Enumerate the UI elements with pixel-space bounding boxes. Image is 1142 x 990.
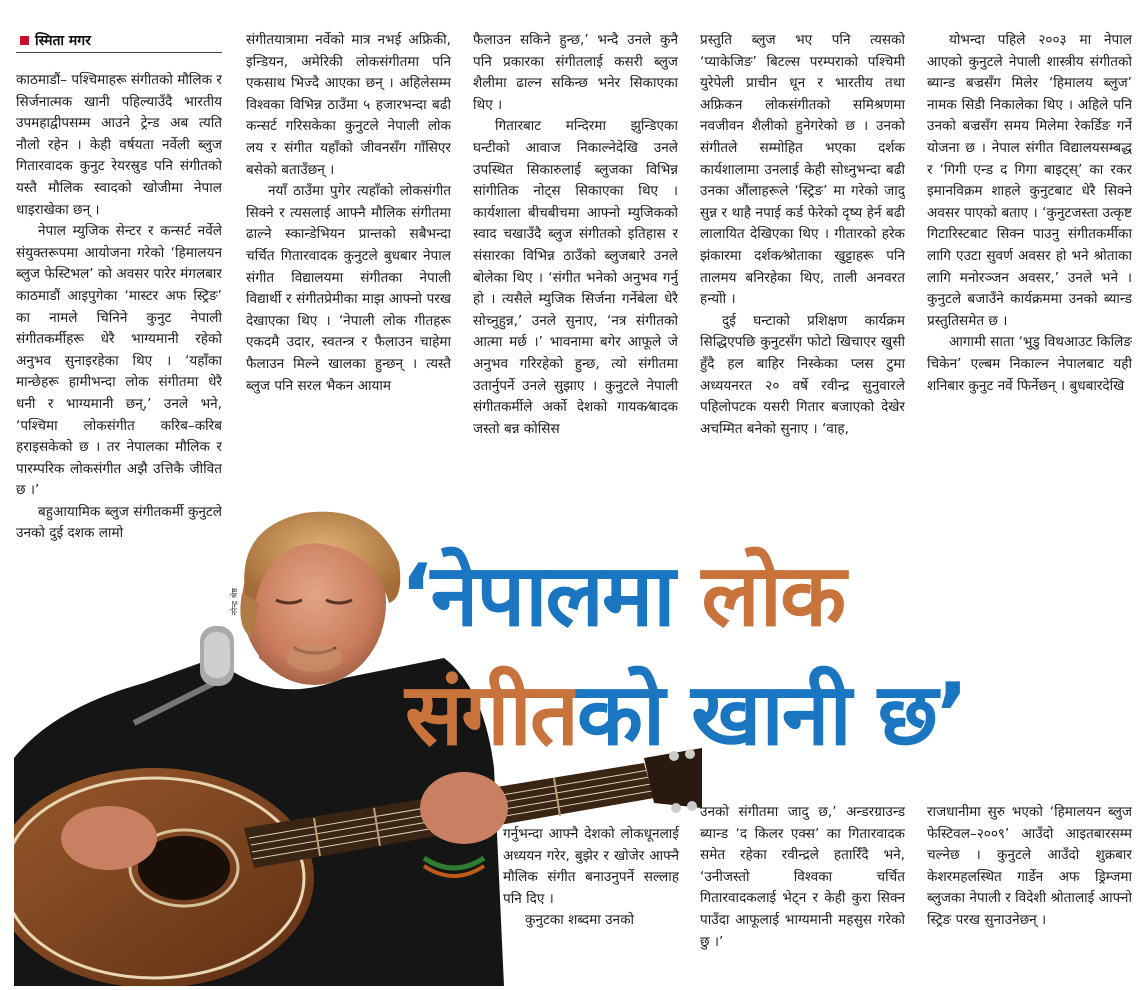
headline-close-quote: ’: [935, 665, 967, 765]
paragraph: काठमाडौं– पश्चिमाहरू संगीतको मौलिक र सिर्जनात्मक खानी पहिल्याउँदै भारतीय उपमहाद्वीपसम्म आउने ट्रेन्ड अब त्यति नौलो रहेन । केही वर्षयता नर्वेली ब्लुज गितारवादक कुनुट रेयरस्रुड पनि संगीतको यस्तै मौलिक स्वादको खोजीमा नेपाल धाइराखेका छन् ।: [16, 72, 222, 218]
byline: [16, 30, 222, 53]
paragraph: गर्नुभन्दा आफ्नै देशको लोकधूनलाई अध्ययन गरेर, बुझेर र खोजेर आफ्नै मौलिक संगीत बनाउनुपर्ने सल्लाह पनि दिए ।: [503, 826, 679, 907]
article-column-8: [927, 802, 1132, 982]
paragraph: नेपाल म्युजिक सेन्टर र कन्सर्ट नर्वेले संयुक्तरूपमा आयोजना गरेको ‘हिमालयन ब्लुज फेस्टिभल’ को अवसर पारेर मंगलबार काठमाडौं आइपुगेका ‘मास्टर अफ स्ट्रिङ’ का नामले चिनिने कुनुट नेपाली संगीतकर्मीहरू धेरै भाग्यमानी रहेको अनुभव सुनाइरहेका थिए । ‘यहाँका मान्छेहरू हामीभन्दा लोक संगीतमा धेरै धनी र भाग्यमानी छन्,’ उनले भने, ‘पश्चिमा लोकसंगीत करिब–करिब हराइसकेको छ । तर नेपालका मौलिक र पारम्परिक लोकसंगीत अझै उत्तिकै जीवित छ ।’: [16, 223, 222, 499]
paragraph: उनको संगीतमा जादु छ,’ अन्डरग्राउन्ड ब्यान्ड ‘द किलर एक्स’ का गितारवादक समेत रहेका रवीन्द्रले हतारिँदै भने, ‘उनीजस्तो विश्वका चर्चित गितारवादकलाई भेट्न र केही कुरा सिक्न पाउँदा आफूलाई भाग्यमानी महसुस गरेको छु ।’: [700, 804, 905, 950]
paragraph: संगीतयात्रामा नर्वेको मात्र नभई अफ्रिकी, इन्डियन, अमेरिकी लोकसंगीतमा पनि एकसाथ भिज्दै आएका छन् । अहिलेसम्म विश्वका विभिन्न ठाउँमा ५ हजारभन्दा बढी कन्सर्ट गरिसकेका कुनुटले नेपाली लोक लय र संगीत यहाँको जीवनसँग गाँसिएर बसेको बताउँछन् ।: [246, 32, 451, 178]
article-column-6: [503, 824, 679, 984]
headline-word-blue: नेपालमा: [430, 546, 674, 646]
byline-marker-icon: [20, 36, 29, 45]
article-column-4: [700, 30, 905, 530]
paragraph: आगामी साता ‘भुडु विथआउट किलिङ चिकेन’ एल्बम निकाल्न नेपालबाट यही शनिबार कुनुट नर्वे फिर्नेछन् । बुधबारदेखि: [927, 334, 1132, 394]
headline-open-quote: ‘: [400, 546, 431, 646]
paragraph: दुई घन्टाको प्रशिक्षण कार्यक्रम सिद्धिएपछि कुनुटसँग फोटो खिचाएर खुसी हुँदै हल बाहिर निस्केका प्लस टुमा अध्ययनरत २० वर्षे रवीन्द्र सुनुवारले पहिलोपटक यसरी गितार बजाएको देखेर अचम्मित बनेको सुनाए । ‘वाह,: [700, 312, 905, 437]
article-column-3: [473, 30, 678, 530]
headline-line-1: [400, 548, 844, 644]
article-column-7: [700, 802, 905, 982]
article-column-5: [927, 30, 1132, 530]
paragraph: राजधानीमा सुरु भएको ‘हिमालयन ब्लुज फेस्टिवल–२००९’ आउँदो आइतबारसम्म चल्नेछ । कुनुटले आउँदो शुक्रबार केशरमहलस्थित गार्डेन अफ ड्रिम्जमा ब्लुजका नेपाली र विदेशी श्रोतालाई आफ्नो स्ट्रिङ परख सुनाउनेछन् ।: [927, 804, 1132, 928]
paragraph: कुनुटका शब्दमा उनको: [525, 912, 635, 929]
byline-author: स्मिता मगर: [35, 33, 91, 49]
paragraph: फैलाउन सकिने हुन्छ,’ भन्दै उनले कुनै पनि प्रकारका संगीतलाई कसरी ब्लुज शैलीमा ढाल्न सकिन्छ भनेर सिकाएका थिए ।: [473, 32, 678, 113]
headline-word-orange-2: संगीत: [405, 665, 577, 765]
headline-word-blue-2: को खानी छ: [576, 665, 936, 765]
paragraph: बहुआयामिक ब्लुज संगीतकर्मी कुनुटले उनको दुई दशक लामो: [16, 503, 222, 542]
paragraph: योभन्दा पहिले २००३ मा नेपाल आएको कुनुटले नेपाली शास्त्रीय संगीतको ब्यान्ड बज्रसँग मिलेर ‘हिमालय ब्लुज’ नामक सिडी निकालेका थिए । अहिले पनि उनको बज्रसँग समय मिलेमा रेकर्डिङ गर्ने योजना छ । नेपाल संगीत विद्यालयसम्बद्ध र ‘गिगी एन्ड द गिगा बाइट्स्’ का रकर इमानविक्रम शाहले कुनुटबाट धेरै सिक्ने अवसर पाएको बताए । ‘कुनुटजस्ता उत्कृष्ट गिटारिस्टबाट सिक्न पाउनु संगीतकर्मीका लागि एउटा सुवर्ण अवसर हो भने श्रोताका लागि मनोरञ्जन अवसर,’ उनले भने । कुनुटले बजाउँने कार्यक्रममा उनको ब्यान्ड प्रस्तुतिसमेत छ ।: [927, 32, 1132, 329]
photo-credit: नरेन्द्र श्रेष्ठ: [230, 588, 239, 616]
headline-word-orange: लोक: [701, 546, 845, 646]
paragraph: प्रस्तुति ब्लुज भए पनि त्यसको ‘प्याकेजिङ’ बिटल्स परम्पराको पश्चिमी युरेपेली प्राचीन धून र भारतीय तथा अफ्रिकन लोकसंगीतको समिश्रणमा नवजीवन शैलीको हुनेगरेको छ । उनको संगीतले सम्मोहित भएका दर्शक कार्यशालामा उनलाई केही सोध्नुभन्दा बढी उनका औंलाहरूले ‘स्ट्रिङ’ मा गरेको जादु सुन्न र थाहै नपाई कर्ड फेरेको दृष्य हेर्न बढी लालायित देखिएका थिए । गीतारको हरेक झंकारमा दर्शक⁄श्रोताका खुट्टाहरू पनि तालमय बनिरहेका थिए, ताली अनवरत हन्योो ।: [700, 32, 905, 308]
headline-line-2: [405, 660, 967, 770]
article-column-2: [246, 30, 451, 530]
paragraph: गितारबाट मन्दिरमा झुन्डिएका घन्टीको आवाज निकाल्नेदेखि उनले उपस्थित सिकारुलाई ब्लुजका विभिन्न सांगीतिक नोट्स सिकाएका थिए । कार्यशाला बीचबीचमा आफ्नो म्युजिकको स्वाद चखाउँदै ब्लुज संगीतको इतिहास र संसारका विभिन्न ठाउँको ब्लुजबारे उनले बोलेका थिए । ‘संगीत भनेको अनुभव गर्नु हो । त्यसैले म्युजिक सिर्जना गर्नेबेला धेरै सोच्नुहुन्न,’ उनले सुनाए, ‘नत्र संगीतको आत्मा मर्छ ।’ भावनामा बगेर आफूले जे अनुभव गरिरहेको हुन्छ, त्यो संगीतमा उतार्नुपर्ने उनले सुझाए । कुनुटले नेपाली संगीतकर्मीले अर्को देशको गायक⁄बादक जस्तो बन्न कोसिस: [473, 118, 678, 437]
paragraph: नयाँ ठाउँमा पुगेर त्यहाँको लोकसंगीत सिक्ने र त्यसलाई आफ्नै मौलिक संगीतमा ढाल्ने स्कान्डेभियन प्रान्तको सबैभन्दा चर्चित गितारवादक कुनुटले बुधबार नेपाल संगीत विद्यालयमा संगीतका नेपाली विद्यार्थी र संगीतप्रेमीका माझ आफ्नो परख देखाएका थिए । ‘नेपाली लोक गीतहरू एकदमै उदार, स्वतन्त्र र फैलाउन चाहेमा फैलाउन मिल्ने खालका हुन्छन् । त्यस्तै ब्लुज पनि सरल भैकन आयाम: [246, 183, 451, 394]
